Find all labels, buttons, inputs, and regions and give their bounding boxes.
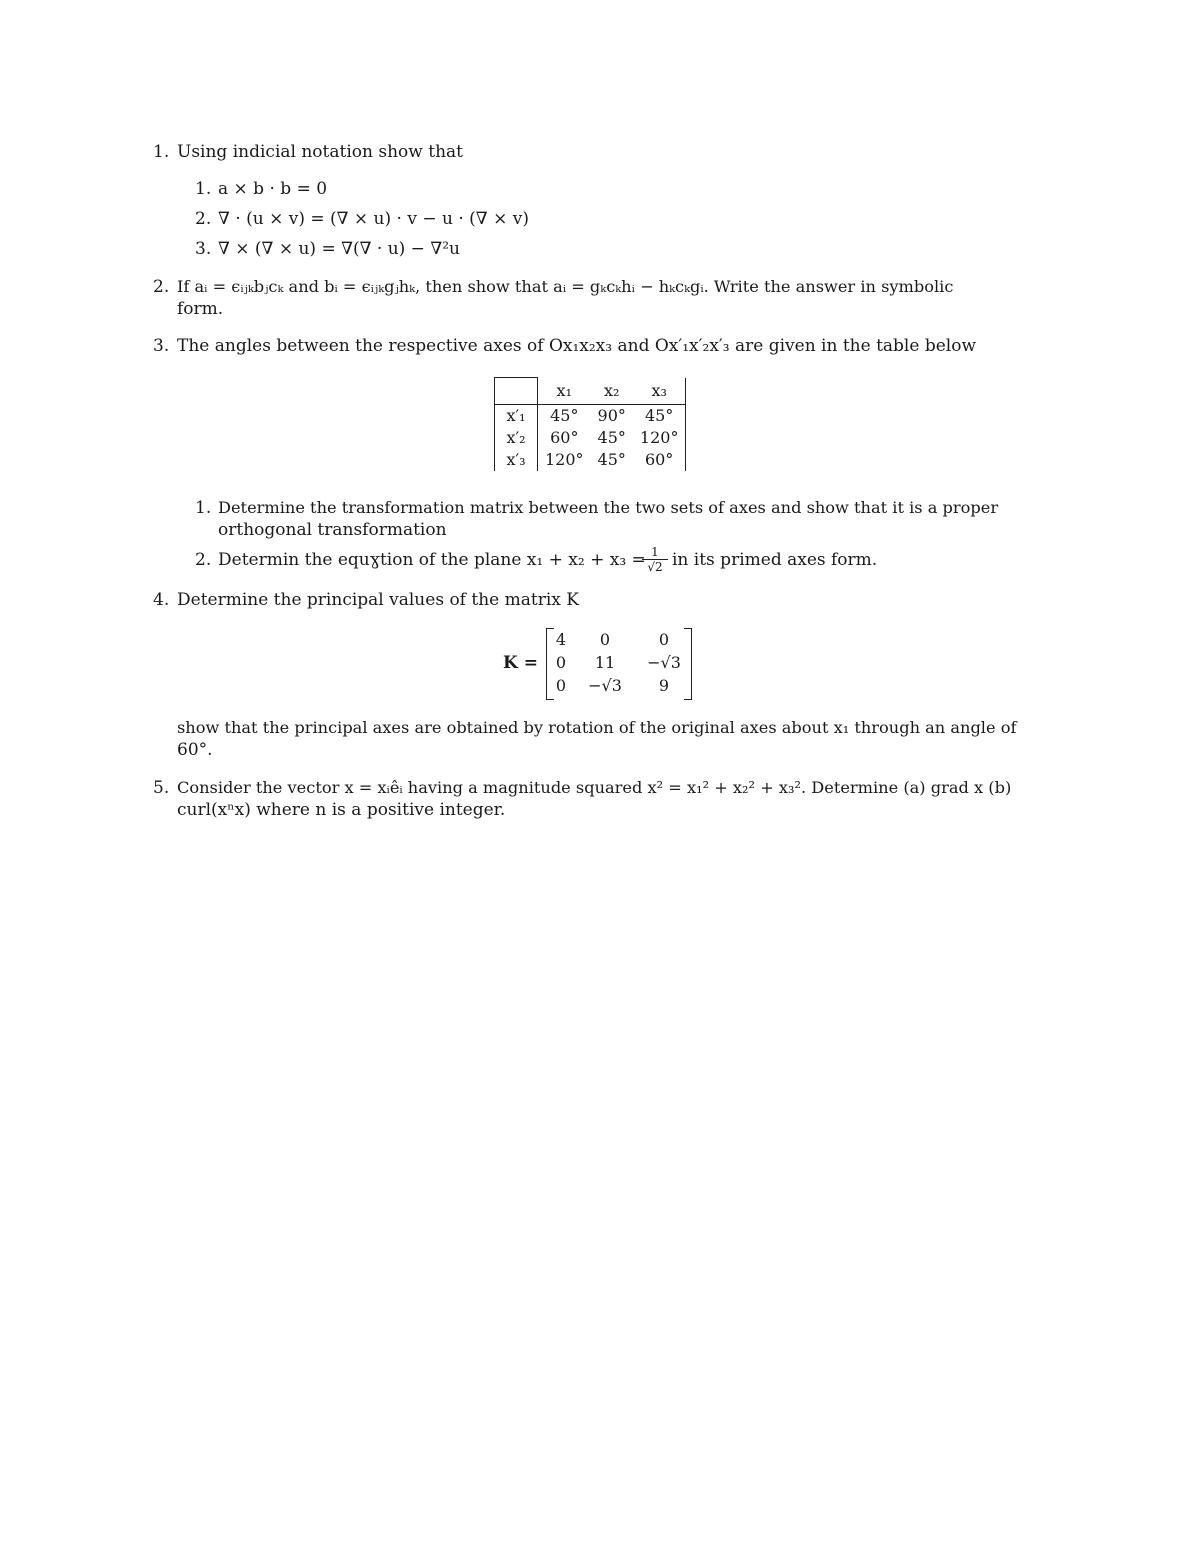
table-row-label: x′₂: [495, 427, 538, 449]
problem-3-number: 3.: [153, 336, 170, 356]
fraction: [642, 545, 668, 574]
matrix-label: K =: [503, 653, 538, 673]
problem-2-line-2: form.: [177, 299, 224, 319]
table-header: x₁: [538, 378, 591, 405]
problem-1-item-2-number: 2.: [195, 209, 212, 229]
problem-4-number: 4.: [153, 590, 170, 610]
problem-1-item-1-number: 1.: [195, 179, 212, 199]
problem-5-line-2: curl(xⁿx) where n is a positive integer.: [177, 800, 506, 820]
problem-3-intro: The angles between the respective axes of Ox₁x₂x₃ and Ox′₁x′₂x′₃ are given in the table below: [177, 336, 976, 356]
problem-1-intro: Using indicial notation show that: [177, 142, 463, 162]
problem-3-item-2-number: 2.: [195, 550, 212, 570]
table-cell: 120°: [545, 450, 584, 469]
table-cell: 90°: [597, 406, 626, 425]
matrix-cell: 0: [658, 630, 670, 649]
problem-2-number: 2.: [153, 277, 170, 297]
matrix-cell: −√3: [647, 653, 681, 672]
problem-1-item-1-text: a × b · b = 0: [218, 179, 328, 199]
matrix-cell: 0: [599, 630, 611, 649]
matrix-k: [546, 628, 692, 698]
table-cell: 60°: [633, 449, 686, 471]
table-row-label: x′₃: [495, 449, 538, 471]
table-cell: 120°: [633, 427, 686, 449]
problem-4-outro-line-2: 60°.: [177, 740, 213, 760]
problem-3-item-1-line-1: Determine the transformation matrix between the two sets of axes and show that it is a proper: [218, 498, 999, 517]
table-cell: 45°: [597, 428, 626, 447]
problem-1-item-2-text: ∇ · (u × v) = (∇ × u) · v − u · (∇ × v): [218, 209, 529, 229]
right-bracket: [684, 628, 692, 700]
matrix-cell: 11: [594, 653, 616, 672]
problem-1-item-3-text: ∇ × (∇ × u) = ∇(∇ · u) − ∇²u: [218, 239, 460, 259]
table-row: [495, 449, 686, 471]
angle-table: [494, 377, 686, 471]
left-bracket: [546, 628, 554, 700]
table-cell: 45°: [597, 450, 626, 469]
problem-2-line-1: If aᵢ = ϵᵢⱼₖbⱼcₖ and bᵢ = ϵᵢⱼₖgⱼhₖ, then show that aᵢ = gₖcₖhᵢ − hₖcₖgᵢ. Write the answer in symbolic: [177, 277, 954, 296]
problem-5-line-1: Consider the vector x = xᵢêᵢ having a magnitude squared x² = x₁² + x₂² + x₃². Determine (a) grad x (b): [177, 778, 1012, 797]
table-row: [495, 405, 686, 428]
matrix-cell: 0: [555, 676, 567, 695]
table-cell: 45°: [633, 405, 686, 428]
table-row-label: x′₁: [495, 405, 538, 428]
problem-1-item-3-number: 3.: [195, 239, 212, 259]
problem-4-outro-line-1: show that the principal axes are obtained by rotation of the original axes about x₁ through an angle of: [177, 718, 1017, 737]
matrix-cell: −√3: [588, 676, 622, 695]
problem-3-item-2-text-after: in its primed axes form.: [672, 550, 878, 570]
matrix-cell: 9: [658, 676, 670, 695]
table-header: x₃: [633, 378, 686, 405]
problem-4-intro: Determine the principal values of the matrix K: [177, 590, 579, 610]
problem-1-number: 1.: [153, 142, 170, 162]
problem-3-item-1-number: 1.: [195, 498, 212, 518]
table-corner: [495, 378, 538, 405]
table-cell: 60°: [550, 428, 579, 447]
fraction-numerator: 1: [642, 545, 668, 560]
fraction-denominator: √2: [647, 560, 663, 574]
problem-5-number: 5.: [153, 778, 170, 798]
table-header: x₂: [591, 378, 633, 405]
table-cell: 45°: [550, 406, 579, 425]
matrix-cell: 4: [555, 630, 567, 649]
problem-3-item-2-text-before: Determin the equɣtion of the plane x₁ + x₂ + x₃ =: [218, 550, 646, 570]
matrix-cell: 0: [555, 653, 567, 672]
problem-3-item-1-line-2: orthogonal transformation: [218, 520, 447, 540]
table-row: [495, 427, 686, 449]
